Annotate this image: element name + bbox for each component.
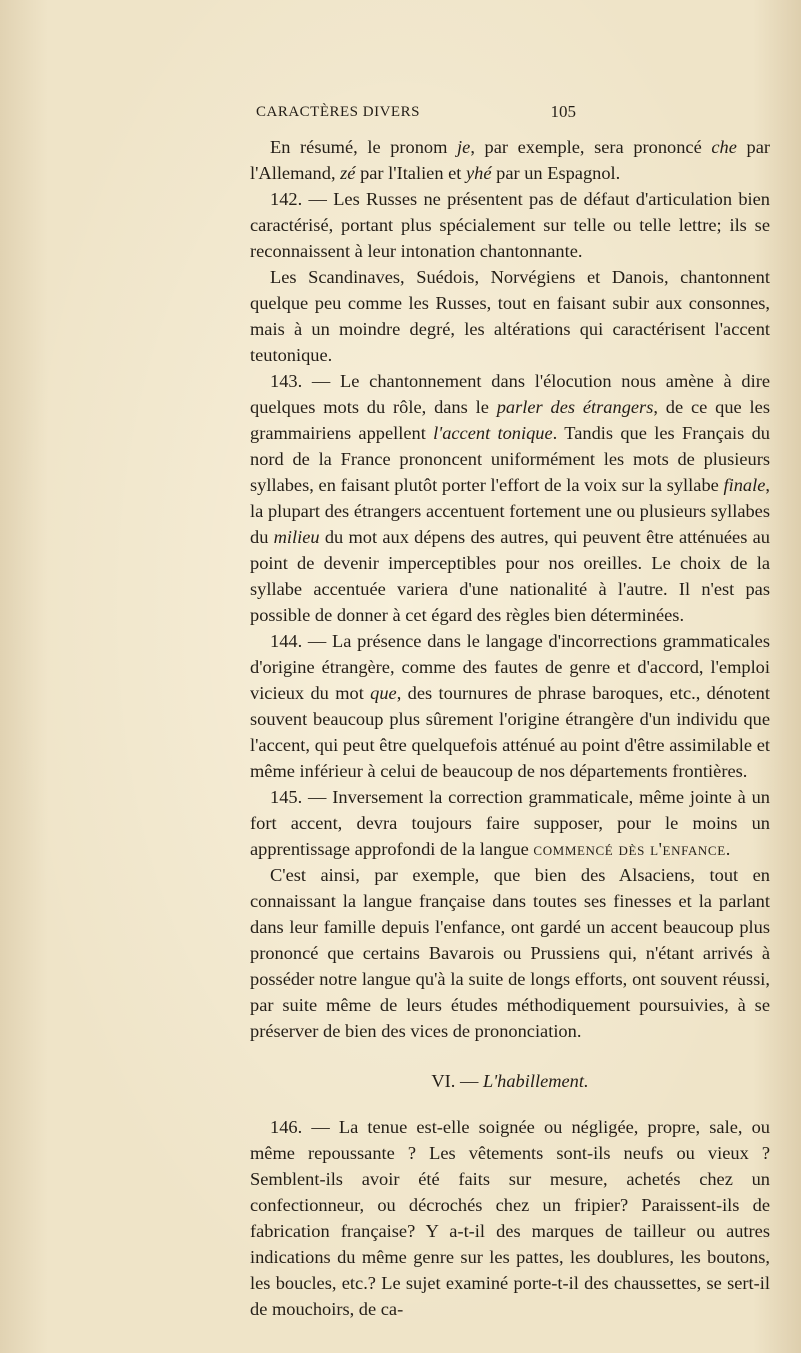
text-run: , de ce que les grammairiens appellent	[250, 397, 770, 443]
italic-word: je	[457, 137, 471, 157]
italic-word: che	[711, 137, 737, 157]
italic-word: zé	[340, 163, 356, 183]
italic-phrase: l'accent tonique	[433, 423, 553, 443]
body-text	[250, 134, 770, 1322]
italic-word: que	[370, 683, 397, 703]
section-number: VI. —	[431, 1071, 483, 1091]
italic-word: milieu	[273, 527, 320, 547]
section-title-text: L'habillement.	[483, 1071, 589, 1091]
paragraph-summary	[250, 134, 770, 186]
text-run: En résumé, le pronom	[270, 137, 458, 157]
text-run: par l'Allemand,	[250, 137, 770, 183]
italic-word: finale	[723, 475, 766, 495]
paragraph-145	[250, 784, 770, 862]
section-title	[250, 1068, 770, 1094]
paragraph-146: 146. — La tenue est-elle soignée ou négligée, propre, sale, ou même repoussante ? Les vêtements sont-ils neufs ou vieux ? Semblent-ils avoir été faits sur mesure, achetés chez un confectionneur, ou décrochés chez un fripier? Paraissent-ils de fabrication française? Y a-t-il des marques de tailleur ou autres indications du même genre sur les pattes, les doublures, les boutons, les boucles, etc.? Le sujet examiné porte-t-il des chaussettes, se sert-il de mouchoirs, de ca-	[250, 1117, 770, 1319]
page-number: 105	[550, 102, 576, 121]
page-header	[246, 104, 576, 126]
text-run: , par exemple, sera prononcé	[470, 137, 712, 157]
paragraph-scandinaves: Les Scandinaves, Suédois, Norvégiens et Danois, chantonnent quelque peu comme les Russes, tout en faisant subir aux consonnes, mais à un moindre degré, les altérations qui caractérisent l'accent teutonique.	[250, 267, 770, 365]
text-run: 145. — Inversement la correction grammaticale, même jointe à un fort accent, devra toujours faire supposer, pour le moins un apprentissage approfondi de la langue	[250, 787, 770, 859]
italic-word: yhé	[466, 163, 492, 183]
text-run: , la plupart des étrangers accentuent fortement une ou plusieurs syllabes du	[250, 475, 770, 547]
text-run: par un Espagnol.	[491, 163, 621, 183]
text-run: .	[725, 839, 731, 859]
italic-phrase: parler des étrangers	[496, 397, 654, 417]
text-run: 144. — La présence dans le langage d'incorrections grammaticales d'origine étrangère, comme des fautes de genre et d'accord, l'emploi vicieux du mot	[250, 631, 770, 703]
text-run: , des tournures de phrase baroques, etc., dénotent souvent beaucoup plus sûrement l'origine étrangère d'un individu que l'accent, qui peut être quelquefois atténué au point d'être assimilable et même inférieur à celui de beaucoup de nos départements frontières.	[250, 683, 770, 781]
text-run: . Tandis que les Français du nord de la France prononcent uniformément les mots de plusieurs syllabes, en faisant plutôt porter l'effort de la voix sur la syllabe	[250, 423, 770, 495]
text-run: 143. — Le chantonnement dans l'élocution nous amène à dire quelques mots du rôle, dans le	[250, 371, 770, 417]
paragraph-143	[250, 368, 770, 628]
running-title: CARACTÈRES DIVERS	[256, 104, 420, 120]
small-caps-phrase: commencé dès l'enfance	[533, 839, 726, 859]
paragraph-144	[250, 628, 770, 784]
paragraph-alsaciens: C'est ainsi, par exemple, que bien des Alsaciens, tout en connaissant la langue française dans toutes ses finesses et la parlant dans leur famille depuis l'enfance, ont gardé un accent beaucoup plus prononcé que certains Bavarois ou Prussiens qui, n'étant arrivés à posséder notre langue qu'à la suite de longs efforts, ont souvent réussi, par suite même de leurs études méthodiquement poursuivies, à se préserver de bien des vices de prononciation.	[250, 865, 770, 1041]
paragraph-142: 142. — Les Russes ne présentent pas de défaut d'articulation bien caractérisé, portant plus spécialement sur telle ou telle lettre; ils se reconnaissent à leur intonation chantonnante.	[250, 189, 770, 261]
text-run: du mot aux dépens des autres, qui peuvent être atténuées au point de devenir imperceptibles pour nos oreilles. Le choix de la syllabe accentuée variera d'une nationalité à l'autre. Il n'est pas possible de donner à cet égard des règles bien déterminées.	[250, 527, 770, 625]
text-run: par l'Italien et	[355, 163, 467, 183]
